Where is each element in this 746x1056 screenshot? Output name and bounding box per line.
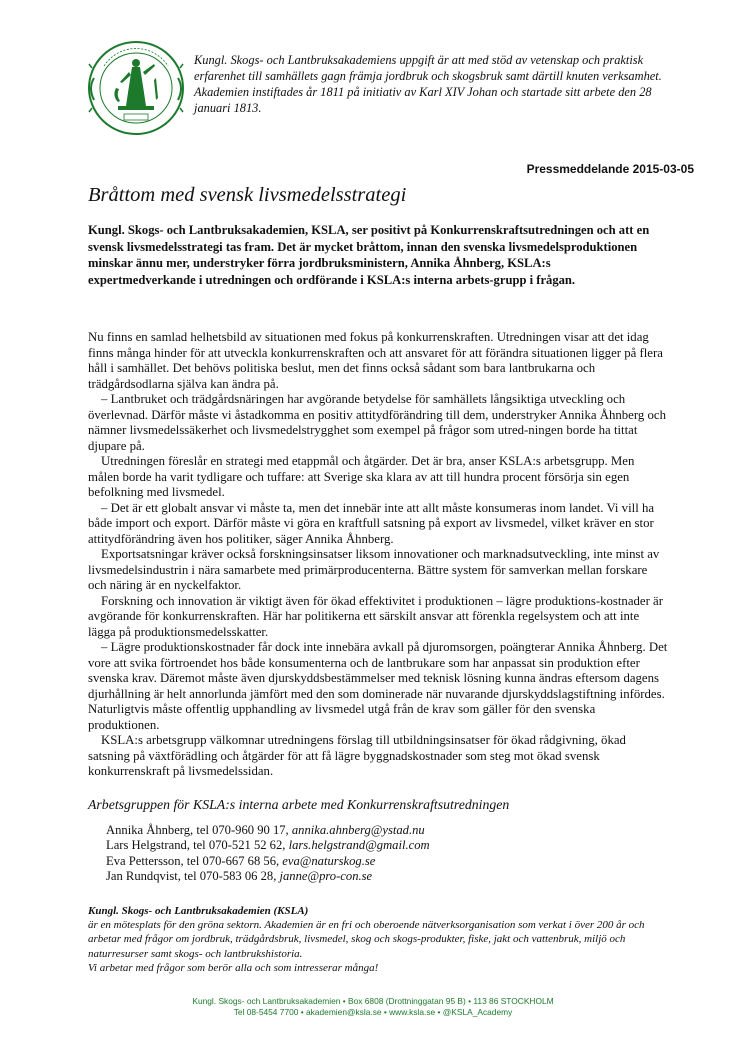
contact-row bbox=[106, 823, 666, 838]
body-paragraph: Utredningen föreslår en strategi med etappmål och åtgärder. Det är bra, anser KSLA:s arbetsgrupp. Men målen borde ha varit tydligare och tuffare: att Sverige ska klara av att till hundra procent försörja sin egen befolkning med livsmedel. bbox=[88, 454, 635, 499]
contact-email-link[interactable]: lars.helgstrand@gmail.com bbox=[288, 838, 430, 853]
body-paragraph: Nu finns en samlad helhetsbild av situationen med fokus på konkurrenskraften. Utredningen visar att det idag finns många hinder för att utveckla konkurrenskraften och att ansvaret för att förändra situationen ligger på flera håll i samhället. Det behövs politiska beslut, men det finns också sådant som bara lantbrukarna och trädgårdsodlarna själva kan ändra på. bbox=[88, 330, 663, 391]
contact-name-phone: Annika Åhnberg, tel 070-960 90 17, bbox=[106, 823, 292, 837]
contact-name-phone: Eva Pettersson, tel 070-667 68 56, bbox=[106, 853, 283, 868]
about-description: är en mötesplats för den gröna sektorn. Akademien är en fri och oberoende nätverksorganisation som verkat i över 200 år och arbetar med frågor om jordbruk, trädgårdsbruk, livsmedel, skog och skogs-produkter, fiske, jakt och vattenbruk, miljö och naturresurser samt skogs- och lantbrukshistoria. bbox=[88, 919, 645, 960]
body-paragraph: Forskning och innovation är viktigt även för ökad effektivitet i produktionen – lägre produktions-kostnader är avgörande för konkurrenskraften. Här har politikerna ett särskilt ansvar att förenkla regelsystem och att inte lägga på produktionsmedelsskatter. bbox=[88, 593, 663, 639]
footer-contact: Tel 08-5454 7700 • akademien@ksla.se • www.ksla.se • @KSLA_Academy bbox=[233, 1007, 513, 1017]
body-paragraph: – Lantbruket och trädgårdsnäringen har avgörande betydelse för samhällets långsiktiga utveckling och överlevnad. Därför måste vi åstadkomma en positiv attitydförändring till dem, understryker Annika Åhnberg och nämner livsmedelssäkerhet och livsmedelstrygghet som exempel på frågor som utred-ningen borde ha tittat djupare på. bbox=[88, 392, 666, 453]
contact-list bbox=[106, 823, 666, 885]
contact-email-link[interactable]: eva@naturskog.se bbox=[282, 853, 376, 868]
body-paragraph: Exportsatsningar kräver också forskningsinsatser liksom innovationer och marknadsutveckling, inte minst av livsmedelsindustrin i nära samarbete med primärproducenterna. Bättre system för samverkan mellan forskare och näring är en nyckelfaktor. bbox=[88, 547, 660, 592]
body-paragraph: KSLA:s arbetsgrupp välkomnar utredningens förslag till utbildningsinsatser för ökad rådgivning, ökad satsning på växtförädling och åtgärder för att få lägre byggnadskostnader som steg mot ökad svensk konkurrenskraft på livsmedelssidan. bbox=[88, 733, 626, 778]
body-paragraph: – Det är ett globalt ansvar vi måste ta, men det innebär inte att allt måste konsumeras inom landet. Vi vill ha både import och export. Därför måste vi göra en kraftfull satsning på export av livsmedel, vilket kräver en stor attitydförändring även hos politiker, säger Annika Åhnberg. bbox=[88, 500, 655, 546]
contact-email-link[interactable]: janne@pro-con.se bbox=[279, 869, 373, 884]
ksla-seal-icon bbox=[86, 38, 186, 138]
contact-name-phone: Lars Helgstrand, tel 070-521 52 62, bbox=[106, 838, 289, 853]
about-org-name: Kungl. Skogs- och Lantbruksakademien (KSLA) bbox=[88, 905, 309, 917]
contact-name-phone: Jan Rundqvist, tel 070-583 06 28, bbox=[106, 869, 280, 884]
contact-email-link[interactable]: annika.ahnberg@ystad.nu bbox=[291, 823, 425, 837]
contact-row bbox=[106, 838, 666, 853]
lead-paragraph: Kungl. Skogs- och Lantbruksakademien, KSLA, ser positivt på Konkurrenskraftsutredningen och att en svensk livsmedelsstrategi tas fram. Det är mycket bråttom, innan den svenska livsmedelsproduktionen minskar ännu mer, understryker förra jordbruksministern, Annika Åhnberg, KSLA:s expertmedverkande i utredningen och ordförande i KSLA:s interna arbets-grupp i frågan. bbox=[88, 223, 650, 287]
body-paragraph: – Lägre produktionskostnader får dock inte innebära avkall på djuromsorgen, poängterar Annika Åhnberg. Det vore att svika förtroendet hos både konsumenterna och de lantbrukare som har anpassat sin produktion efter svenska krav. Däremot måste även djurskyddsbestämmelser med teknisk lösning kunna ändras eftersom dagens djurhållning är helt annorlunda jämfört med den som dominerade när nuvarande djurskyddslagstiftning infördes. Naturligtvis måste offentlig upphandling av livsmedel utgå från de krav som gäller för den svenska produktionen. bbox=[88, 640, 668, 732]
academy-mission-text: Kungl. Skogs- och Lantbruksakademiens uppgift är att med stöd av vetenskap och praktisk erfarenhet till samhällets gagn främja jordbruk och skogsbruk samt därtill knuten verksamhet. Akademien instiftades år 1811 på initiativ av Karl XIV Johan och startade sitt arbete den 28 januari 1813. bbox=[194, 53, 662, 115]
about-academy bbox=[88, 904, 678, 975]
working-group-heading: Arbetsgruppen för KSLA:s interna arbete med Konkurrenskraftsutredningen bbox=[88, 797, 510, 812]
page-title: Bråttom med svensk livsmedelsstrategi bbox=[88, 184, 407, 206]
page-footer bbox=[88, 996, 658, 1018]
press-release-date: Pressmeddelande 2015-03-05 bbox=[526, 162, 694, 176]
contact-row bbox=[106, 869, 666, 884]
about-tagline: Vi arbetar med frågor som berör alla och som intresserar många! bbox=[88, 961, 379, 974]
footer-address: Kungl. Skogs- och Lantbruksakademien • Box 6808 (Drottninggatan 95 B) • 113 86 STOCKHOLM bbox=[192, 996, 554, 1006]
article-body bbox=[88, 330, 668, 780]
contact-row bbox=[106, 854, 666, 869]
